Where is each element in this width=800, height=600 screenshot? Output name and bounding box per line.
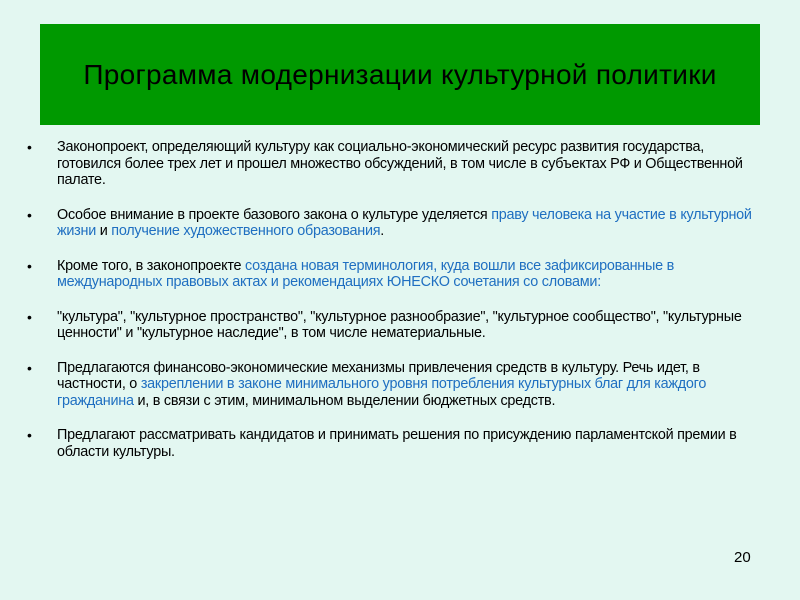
bullet-text: [57, 139, 763, 189]
page-number: 20: [734, 549, 751, 566]
bullet-text: [57, 258, 763, 291]
bullet-item: [27, 207, 763, 240]
bullet-list: [27, 139, 763, 478]
highlighted-text: получение художественного образования: [111, 223, 381, 239]
bullet-item: [27, 258, 763, 291]
text-segment: Кроме того, в законопроекте: [57, 257, 245, 274]
bullet-text: [57, 427, 763, 460]
highlighted-text: закреплении в законе минимального уровня потребления культурных благ для каждого гражданина: [57, 376, 707, 409]
bullet-marker: •: [27, 139, 32, 155]
text-segment: Предлагаются финансово-экономические механизмы привлечения средств в культуру. Речь идет, в частности, о: [57, 359, 700, 392]
text-segment: и: [96, 223, 112, 239]
bullet-marker: •: [27, 308, 32, 325]
text-segment: Законопроект, определяющий культуру как социально-экономический ресурс развития государства, готовился более трех лет и прошел множество обсуждений, в том числе в субъектах РФ и Общественной палате.: [57, 139, 743, 188]
bullet-text: [57, 309, 763, 342]
bullet-item: [27, 309, 763, 342]
slide-title: Программа модернизации культурной политики: [83, 58, 717, 90]
text-segment: Особое внимание в проекте базового закона о культуре уделяется: [57, 206, 492, 223]
bullet-marker: •: [27, 257, 32, 274]
bullet-item: [27, 427, 763, 460]
bullet-item: [27, 360, 763, 410]
text-segment: .: [380, 223, 385, 239]
title-bar: [40, 24, 760, 125]
bullet-item: [27, 139, 763, 189]
bullet-text: [57, 207, 763, 240]
bullet-text: [57, 360, 763, 410]
bullet-marker: •: [27, 359, 32, 376]
highlighted-text: создана новая терминология, куда вошли все зафиксированные в международных правовых актах и рекомендациях ЮНЕСКО сочетания со словами:: [57, 257, 674, 290]
text-segment: Предлагают рассматривать кандидатов и принимать решения по присуждению парламентской премии в области культуры.: [57, 427, 737, 460]
highlighted-text: праву человека на участие в культурной жизни: [57, 206, 752, 239]
text-segment: "культура", "культурное пространство", "культурное разнообразие", "культурное сообщество", "культурные ценности" и "культурное наследие", в том числе нематериальные.: [57, 308, 742, 341]
text-segment: и, в связи с этим, минимальном выделении бюджетных средств.: [133, 392, 556, 409]
bullet-marker: •: [27, 206, 32, 223]
bullet-marker: •: [27, 427, 32, 443]
